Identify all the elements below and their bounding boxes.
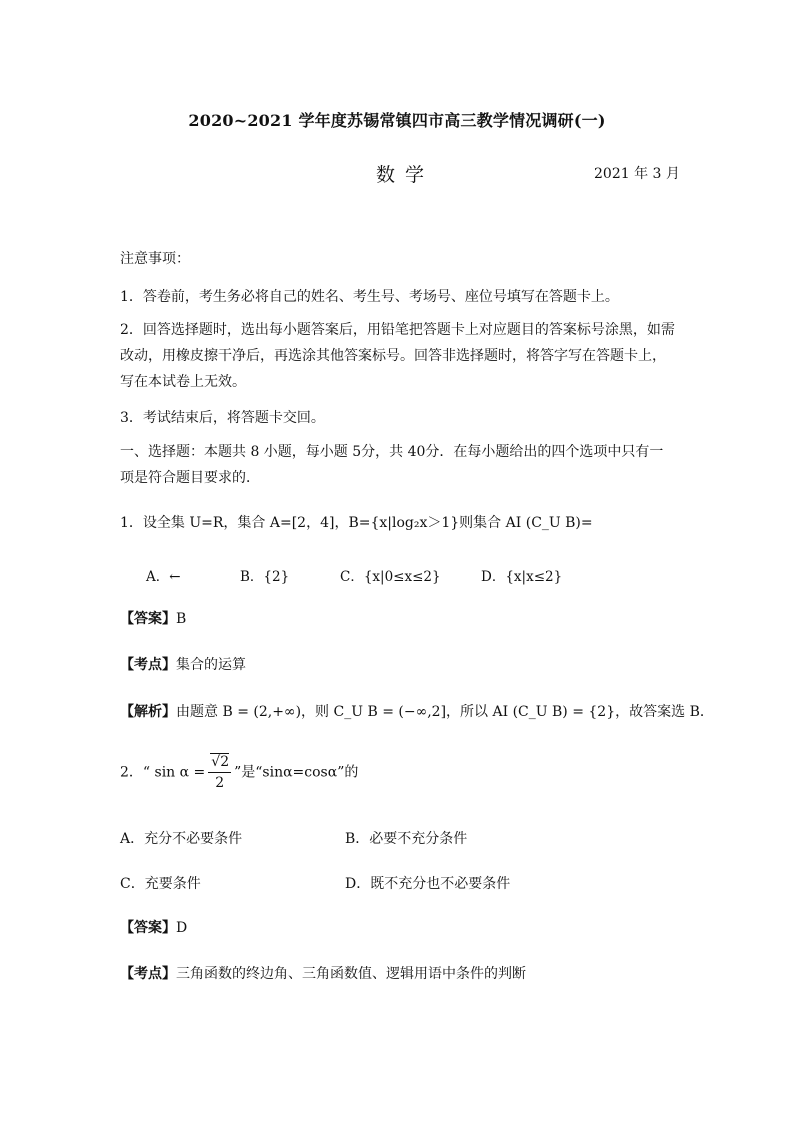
q2-option-d: D．既不充分也不必要条件 [345, 876, 511, 892]
q2-point [120, 963, 526, 983]
point-label: 【考点】 [120, 657, 176, 673]
answer-label: 【答案】 [120, 611, 176, 627]
q2-option-c: C．充要条件 [120, 876, 201, 892]
point-value: 三角函数的终边角、三角函数值、逻辑用语中条件的判断 [176, 966, 526, 982]
point-value: 集合的运算 [176, 657, 246, 673]
section-intro: 一、选择题：本题共 8 小题，每小题 5分，共 40分．在每小题给出的四个选项中只有一项是符合题目要求的． [120, 444, 664, 486]
q1-option-b: B．{2} [240, 569, 290, 585]
q2-stem-prefix: 2．“ sin α = [120, 764, 206, 781]
sqrt2-over-2-fraction [208, 752, 231, 793]
q2-option-a: A．充分不必要条件 [120, 831, 243, 847]
analysis-text: 由题意 B = (2,+∞)，则 C_U B = (−∞,2]，所以 AI (C_U B) = {2}，故答案选 B． [176, 704, 714, 720]
q1-point [120, 654, 246, 674]
fraction-numerator: √2 [211, 754, 230, 770]
q1-stem: 1．设全集 U=R，集合 A=[2，4]，B={x|log₂x＞1}则集合 AI (C_U B)= [120, 515, 593, 531]
notice-item-2: 2．回答选择题时，选出每小题答案后，用铅笔把答题卡上对应题目的答案标号涂黑，如需改动，用橡皮擦干净后，再选涂其他答案标号。回答非选择题时，将答字写在答题卡上，写在本试卷上无效。 [120, 322, 675, 390]
subject-heading: 数学 [376, 164, 435, 186]
answer-value: D [176, 920, 188, 936]
notice-item-3: 3．考试结束后，将答题卡交回。 [120, 410, 325, 426]
q2-option-b: B．必要不充分条件 [345, 831, 468, 847]
fraction-denominator: 2 [215, 775, 225, 791]
answer-value: B [176, 611, 187, 627]
exam-title: 2020~2021 学年度苏锡常镇四市高三教学情况调研(一) [188, 111, 606, 130]
q1-answer [120, 608, 186, 628]
q2-answer [120, 917, 187, 937]
q1-analysis [120, 701, 714, 721]
q2-stem [120, 752, 358, 793]
answer-label: 【答案】 [120, 920, 176, 936]
q1-option-c: C．{x|0≤x≤2} [340, 569, 441, 585]
exam-date: 2021 年 3 月 [594, 166, 680, 182]
q2-stem-suffix: ”是“sinα=cosα”的 [234, 764, 359, 781]
notice-heading: 注意事项： [120, 251, 190, 267]
point-label: 【考点】 [120, 966, 176, 982]
q1-option-d: D．{x|x≤2} [481, 569, 563, 585]
q1-option-a: A．← [146, 569, 181, 585]
notice-item-1: 1．答卷前，考生务必将自己的姓名、考生号、考场号、座位号填写在答题卡上。 [120, 289, 619, 305]
analysis-label: 【解析】 [120, 704, 176, 720]
